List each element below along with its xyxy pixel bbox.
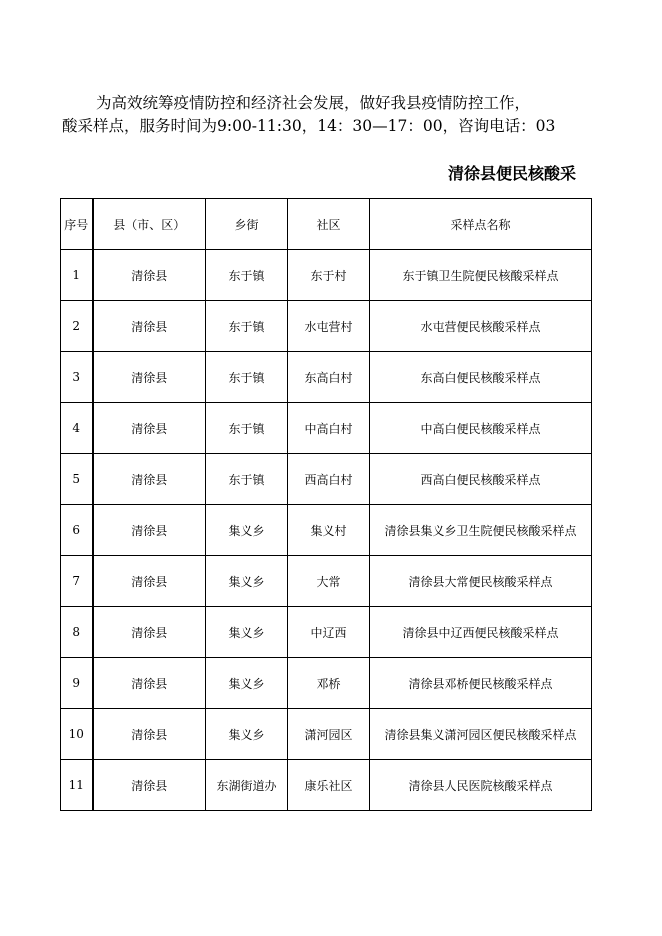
table-row [61,403,592,454]
row-community: 大常 [288,556,370,607]
row-county: 清徐县 [93,403,206,454]
sampling-point-table [60,198,592,811]
header-site-name: 采样点名称 [370,199,592,250]
row-county: 清徐县 [93,250,206,301]
row-community: 东高白村 [288,352,370,403]
row-community: 西高白村 [288,454,370,505]
header-township: 乡街 [206,199,288,250]
row-community: 水屯营村 [288,301,370,352]
page-title: 清徐县便民核酸采 [448,164,577,183]
row-township: 东于镇 [206,454,288,505]
header-county: 县（市、区） [93,199,206,250]
row-township: 集义乡 [206,658,288,709]
row-index: 8 [61,607,93,658]
row-community: 中高白村 [288,403,370,454]
row-county: 清徐县 [93,760,206,811]
row-township: 东于镇 [206,403,288,454]
row-township: 东于镇 [206,250,288,301]
row-index: 5 [61,454,93,505]
row-township: 集义乡 [206,607,288,658]
row-county: 清徐县 [93,607,206,658]
table-header-row [61,199,592,250]
row-county: 清徐县 [93,352,206,403]
row-site-name: 清徐县大常便民核酸采样点 [370,556,592,607]
row-site-name: 水屯营便民核酸采样点 [370,301,592,352]
table-row [61,352,592,403]
row-index: 2 [61,301,93,352]
row-community: 邓桥 [288,658,370,709]
row-site-name: 东高白便民核酸采样点 [370,352,592,403]
row-site-name: 清徐县集义乡卫生院便民核酸采样点 [370,505,592,556]
table-row [61,250,592,301]
row-site-name: 东于镇卫生院便民核酸采样点 [370,250,592,301]
row-index: 3 [61,352,93,403]
row-index: 10 [61,709,93,760]
row-community: 康乐社区 [288,760,370,811]
row-site-name: 清徐县人民医院核酸采样点 [370,760,592,811]
row-community: 集义村 [288,505,370,556]
table-row [61,709,592,760]
header-community: 社区 [288,199,370,250]
header-index: 序号 [61,199,93,250]
table-row [61,454,592,505]
row-township: 集义乡 [206,505,288,556]
table-row [61,556,592,607]
row-county: 清徐县 [93,301,206,352]
row-county: 清徐县 [93,556,206,607]
row-site-name: 清徐县中辽西便民核酸采样点 [370,607,592,658]
row-index: 7 [61,556,93,607]
row-community: 中辽西 [288,607,370,658]
row-township: 东于镇 [206,352,288,403]
row-county: 清徐县 [93,454,206,505]
table-row [61,760,592,811]
table-row [61,301,592,352]
row-index: 6 [61,505,93,556]
row-site-name: 西高白便民核酸采样点 [370,454,592,505]
intro-line-2: 酸采样点，服务时间为9:00-11:30，14：30—17：00，咨询电话：03 [62,117,556,135]
table-row [61,607,592,658]
row-index: 1 [61,250,93,301]
row-township: 集义乡 [206,556,288,607]
row-township: 东于镇 [206,301,288,352]
row-index: 4 [61,403,93,454]
row-site-name: 中高白便民核酸采样点 [370,403,592,454]
row-index: 9 [61,658,93,709]
table-row [61,505,592,556]
row-county: 清徐县 [93,658,206,709]
row-index: 11 [61,760,93,811]
row-township: 集义乡 [206,709,288,760]
row-community: 东于村 [288,250,370,301]
table-body [61,199,592,811]
row-township: 东湖街道办 [206,760,288,811]
row-county: 清徐县 [93,505,206,556]
row-site-name: 清徐县集义潇河园区便民核酸采样点 [370,709,592,760]
row-community: 潇河园区 [288,709,370,760]
row-county: 清徐县 [93,709,206,760]
row-site-name: 清徐县邓桥便民核酸采样点 [370,658,592,709]
intro-line-1: 为高效统筹疫情防控和经济社会发展，做好我县疫情防控工作， [96,94,531,112]
table-row [61,658,592,709]
